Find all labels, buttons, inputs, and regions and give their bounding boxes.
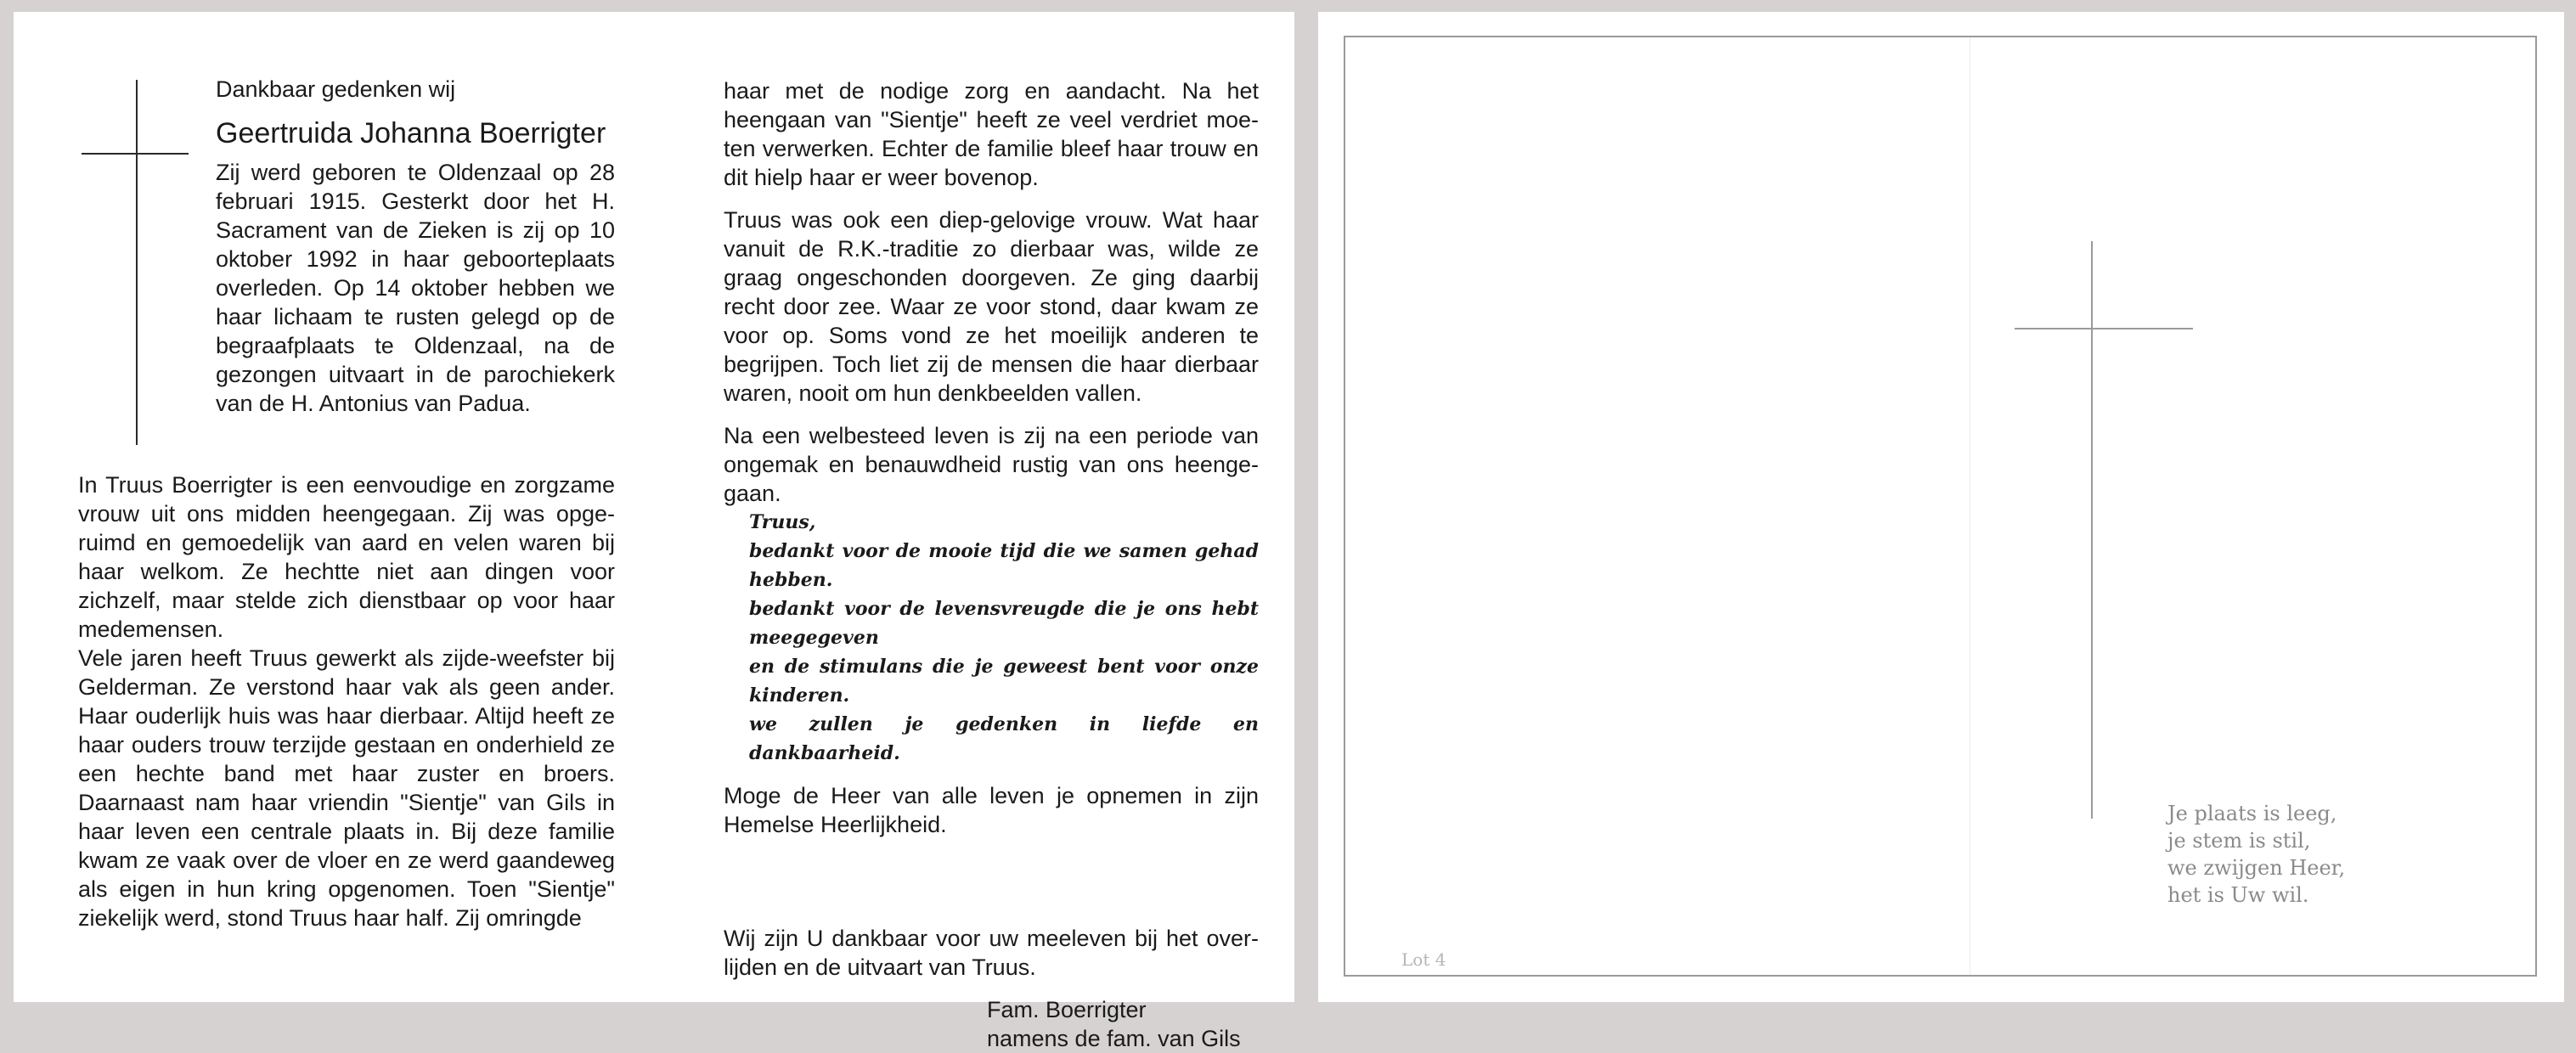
verse: [2167, 800, 2345, 909]
cross-horizontal: [82, 153, 189, 155]
body-paragraph-1: In Truus Boerrigter is een eenvoudige en zorgzame vrouw uit ons midden heengegaan. Zij was opgeruimd en gemoedelijk van aard en velen waren bij haar welkom. Ze hechtte niet aan dingen voor zichzelf, maar stelde zich dienstbaar op voor haar medemensen.: [78, 472, 615, 642]
lot-label: Lot 4: [1401, 949, 1446, 970]
heading: Dankbaar gedenken wij: [216, 76, 456, 102]
poem-line: bedankt voor de mooie tijd die we samen gehad hebben.: [749, 540, 1259, 591]
deceased-name: Geertruida Johanna Boerrigter: [216, 117, 606, 149]
intro-text: [216, 158, 615, 418]
cross-vertical: [136, 80, 138, 445]
poem-line: we zullen je gedenken in liefde en dankbaarheid.: [749, 713, 1259, 764]
cross-horizontal-light: [2015, 328, 2193, 329]
paragraph-3: Na een welbesteed leven is zij na een periode van ongemak en benauwdheid rustig van ons heengegaan.: [724, 423, 1259, 506]
poem: [749, 508, 1259, 768]
paragraph-4: Moge de Heer van alle leven je opnemen in zijn Hemelse Heerlijkheid.: [724, 783, 1259, 837]
paragraph-1: haar met de nodige zorg en aandacht. Na het heengaan van "Sientje" heeft ze veel verdriet moeten verwerken. Echter de familie bleef haar trouw en dit hielp haar er weer bovenop.: [724, 78, 1259, 190]
right-column-text: [724, 76, 1259, 1053]
thanks-paragraph: Wij zijn U dankbaar voor uw meeleven bij het overlijden en de uitvaart van Truus.: [724, 926, 1259, 980]
card-border-frame: [1344, 36, 2537, 977]
intro-paragraph: Zij werd geboren te Oldenzaal op 28 februari 1915. Gesterkt door het H. Sacrament van de Zieken is zij op 10 oktober 1992 in haar geboorteplaats overleden. Op 14 oktober hebben we haar lichaam te rusten gelegd op de begraafplaats te Oldenzaal, na de gezongen uitvaart in de parochiekerk van de H. Antonius van Padua.: [216, 160, 615, 416]
verse-line: je stem is stil,: [2167, 829, 2311, 853]
memorial-card-inside: [14, 12, 1294, 1051]
poem-line: bedankt voor de levensvreugde die je ons hebt meegegeven: [749, 598, 1259, 649]
signature-line-1: Fam. Boerrigter: [987, 997, 1147, 1022]
left-body-text: [78, 470, 615, 932]
verse-line: Je plaats is leeg,: [2167, 802, 2337, 825]
body-paragraph-2: Vele jaren heeft Truus gewerkt als zijde-weefster bij Gelderman. Ze verstond haar vak als geen ander. Haar ouderlijk huis was haar dierbaar. Altijd heeft ze haar ouders trouw terzijde gestaan en onderhield ze een hechte band met haar zuster en broers. Daarnaast nam haar vriendin "Sientje" van Gils in haar leven een centrale plaats in. Bij deze familie kwam ze vaak over de vloer en ze werd gaandeweg als eigen in hun kring opgenomen. Toen "Sientje" ziekelijk werd, stond Truus haar half. Zij omringde: [78, 645, 615, 931]
poem-line: en de stimulans die je geweest bent voor onze kinderen.: [749, 656, 1259, 707]
signature-line-2: namens de fam. van Gils: [987, 1026, 1241, 1051]
paragraph-2: Truus was ook een diep-gelovige vrouw. Wat haar vanuit de R.K.-traditie zo dierbaar was, wilde ze graag ongeschonden doorgeven. Ze ging daarbij recht door zee. Waar ze voor stond, daar kwam ze voor op. Soms vond ze het moeilijk anderen te begrijpen. Toch liet zij de mensen die haar dierbaar waren, nooit om hun denkbeelden vallen.: [724, 207, 1259, 406]
poem-line: Truus,: [749, 511, 816, 533]
verse-line: we zwijgen Heer,: [2167, 856, 2346, 880]
memorial-card-outside: [1318, 12, 2564, 1002]
verse-line: het is Uw wil.: [2167, 883, 2309, 907]
